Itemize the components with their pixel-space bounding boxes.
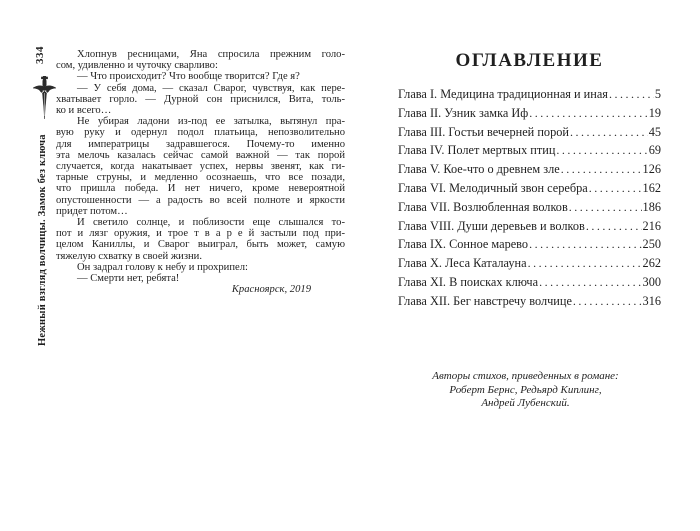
toc-entry-label: Глава XI. В поисках ключа: [398, 274, 539, 289]
text-line: Не убирая ладони из-под ее затылка, вытянул пра-: [77, 116, 345, 128]
authors-note: [394, 370, 657, 411]
toc-entry-page: 19: [648, 105, 661, 120]
text-line: вую руку и одернул подол платьица, непозволительно: [56, 127, 345, 139]
dot-leader: [539, 273, 641, 292]
text-line: Хлопнув ресницами, Яна спросила прежним голо-: [77, 49, 345, 60]
text-line: что пришла победа. И нет ничего, кроме невероятной: [56, 183, 345, 195]
toc-entry-page: 316: [642, 293, 661, 308]
toc-title: ОГЛАВЛЕНИЕ: [455, 50, 604, 71]
toc-entry-page: 162: [642, 180, 661, 195]
page-number: 334: [34, 46, 46, 64]
book-title-vertical: Нежный взгляд волчицы. Замок без ключа: [37, 134, 48, 346]
toc-entry: [398, 123, 661, 142]
text-line: тяжелую схватку в своей жизни.: [56, 250, 202, 262]
toc-entry-label: Глава IX. Сонное марево: [398, 237, 529, 252]
toc-entry-page: 186: [642, 199, 661, 214]
text-line: случается, когда накатывает успех, нервы звенят, как ги-: [56, 161, 345, 173]
toc-entry-page: 69: [648, 143, 661, 158]
dot-leader: [569, 198, 642, 217]
dot-leader: [556, 141, 647, 160]
dot-leader: [561, 160, 642, 179]
toc-entry-page: 216: [642, 218, 661, 233]
colophon: Красноярск, 2019: [231, 284, 311, 296]
toc-entry-label: Глава I. Медицина традиционная и иная: [398, 87, 608, 101]
text-line: хватывает горло. — Дурной сон приснился, Вита, толь-: [56, 93, 345, 105]
dot-leader: [529, 235, 641, 254]
text-line: опустошенности — а радость во всей полноте и яркости: [56, 194, 345, 206]
dot-leader: [609, 85, 654, 104]
toc-entry: [398, 254, 661, 273]
toc-entry-page: 300: [642, 274, 661, 289]
toc-entry: [398, 179, 661, 198]
toc-entry-label: Глава VI. Мелодичный звон серебра: [398, 180, 588, 195]
text-line: И светило солнце, и поблизости еще слышался то-: [77, 217, 345, 229]
text-line: — Что происходит? Что вообще творится? Где я?: [77, 71, 300, 83]
toc-entry-page: 5: [654, 87, 661, 101]
toc-entry-page: 250: [642, 237, 661, 252]
authors-note-line: Андрей Лубенский.: [481, 397, 570, 409]
toc-entry-label: Глава IV. Полет мертвых птиц: [398, 143, 556, 158]
toc-entry-page: 126: [642, 162, 661, 177]
toc-entry-label: Глава V. Кое-что о древнем зле: [398, 162, 560, 177]
dot-leader: [573, 292, 642, 311]
text-line: — Смерти нет, ребята!: [77, 273, 180, 285]
toc-entry-page: 262: [642, 256, 661, 271]
body-text: [56, 49, 345, 295]
text-line: пот и лязг оружия, и трое т в а р е й застыли под при-: [56, 228, 345, 240]
toc-entry: [398, 273, 661, 292]
toc-entry-label: Глава II. Узник замка Иф: [398, 105, 529, 120]
text-line: Он задрал голову к небу и прохрипел:: [77, 261, 248, 273]
toc-entry: [398, 292, 661, 311]
toc-entry: [398, 160, 661, 179]
dot-leader: [586, 217, 642, 236]
toc-list: [398, 85, 661, 311]
toc-entry-label: Глава VII. Возлюбленная волков: [398, 199, 568, 214]
dot-leader: [529, 104, 647, 123]
toc-entry-label: Глава VIII. Души деревьев и волков: [398, 218, 585, 233]
toc-entry: [398, 198, 661, 217]
toc-entry: [398, 217, 661, 236]
text-line: ко и всего…: [56, 105, 112, 117]
toc-entry: [398, 85, 661, 104]
text-line: целом Каниллы, и Сварог выиграл, быть может, самую: [56, 239, 345, 251]
toc-entry-page: 45: [648, 124, 661, 139]
dot-leader: [589, 179, 642, 198]
toc-entry-label: Глава XII. Бег навстречу волчице: [398, 293, 572, 308]
text-line: тарные струны, и медленно осознаешь, что все позади,: [56, 172, 345, 184]
text-line: для императрицы задравшегося. Почему-то именно: [56, 138, 345, 150]
dot-leader: [570, 123, 648, 142]
text-line: эта мелочь казалась сейчас самой важной — так порой: [56, 149, 345, 161]
text-line: сом, удивленно и чуточку сварливо:: [56, 60, 218, 72]
dagger-icon: [31, 76, 58, 120]
authors-note-line: Авторы стихов, приведенных в романе:: [432, 370, 619, 382]
dot-leader: [528, 254, 642, 273]
toc-entry: [398, 235, 661, 254]
text-line: — У себя дома, — сказал Сварог, чувствуя, как пере-: [77, 82, 345, 94]
toc-entry: [398, 141, 661, 160]
authors-note-line: Роберт Бернс, Редьярд Киплинг,: [449, 383, 602, 396]
toc-entry: [398, 104, 661, 123]
toc-entry-label: Глава III. Гостьи вечерней порой: [398, 124, 569, 139]
text-line: придет потом…: [56, 205, 128, 217]
toc-entry-label: Глава X. Леса Каталауна: [398, 256, 527, 271]
